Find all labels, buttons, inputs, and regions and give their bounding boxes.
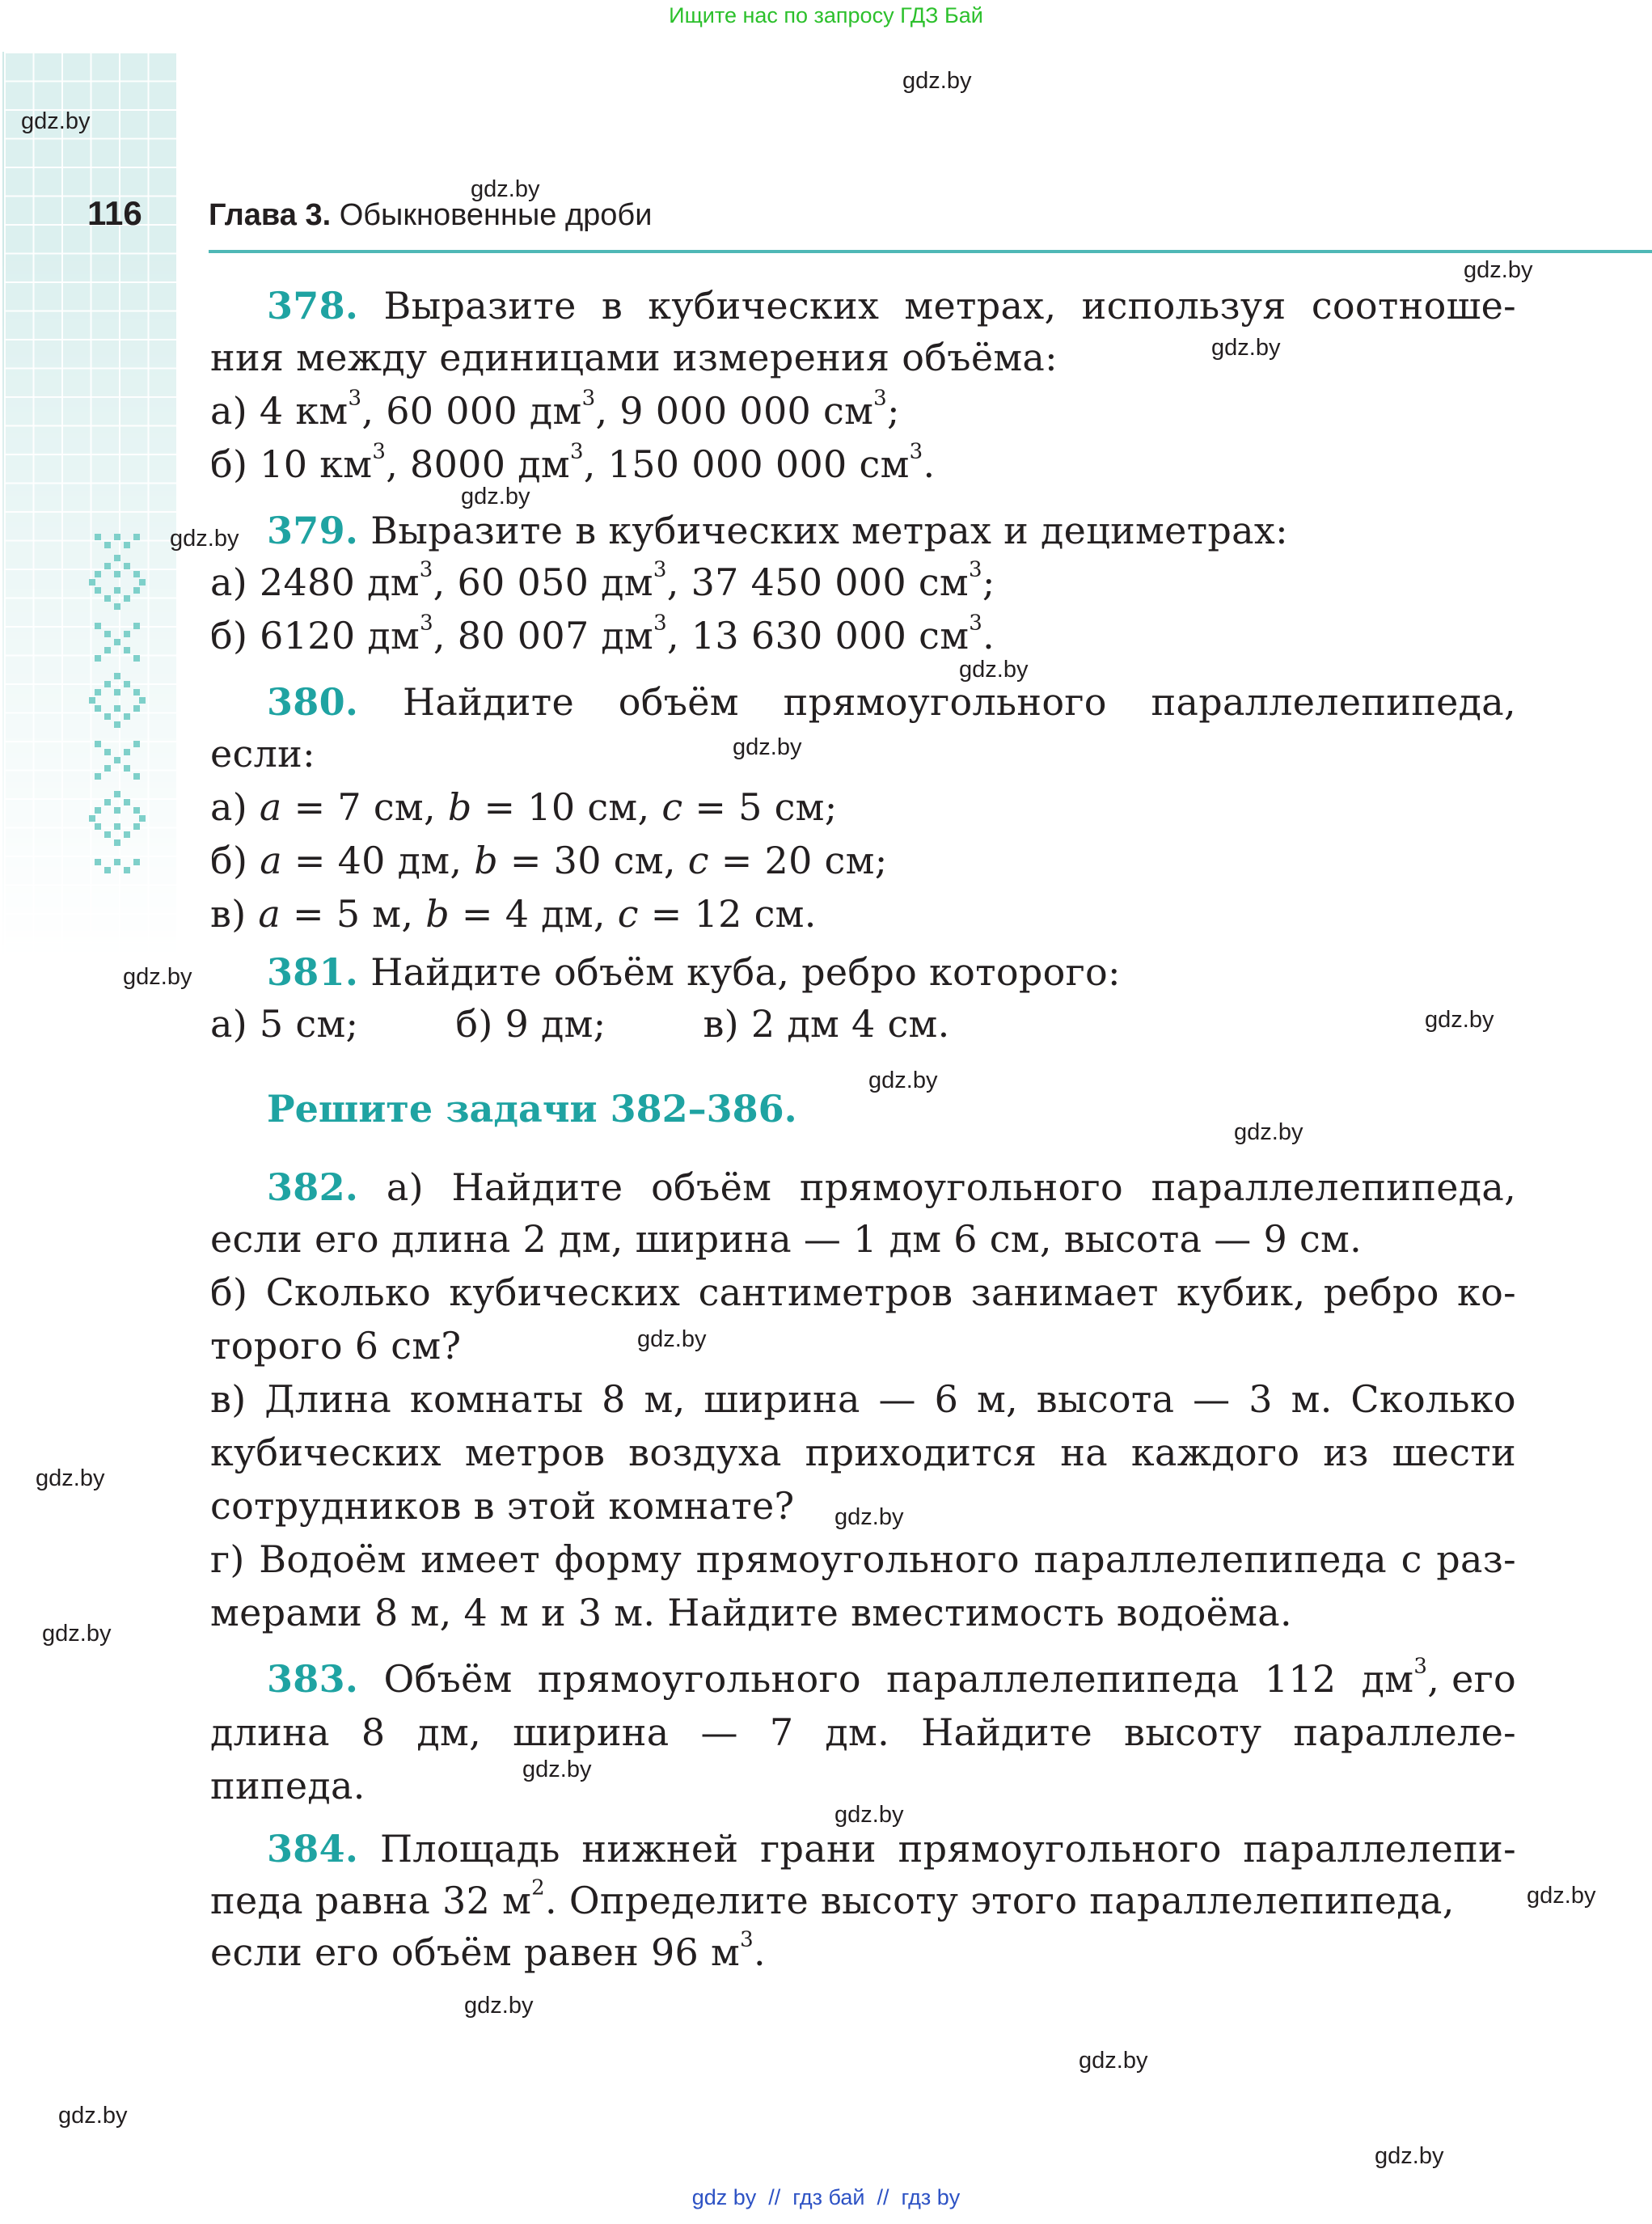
- problem-number: 378.: [267, 284, 359, 328]
- watermark: gdz.by: [1211, 335, 1281, 361]
- problem-378-line-2: ния между единицами измерения объёма:: [210, 336, 1058, 379]
- watermark: gdz.by: [1375, 2143, 1444, 2169]
- watermark: gdz.by: [123, 964, 192, 990]
- problem-384-line-3: если его объём равен 96 $м^3$.: [210, 1927, 766, 1974]
- watermark: gdz.by: [1079, 2048, 1148, 2074]
- watermark: gdz.by: [461, 484, 530, 509]
- problem-number: 379.: [267, 509, 359, 552]
- problem-382-line-3: б) Сколько кубических сантиметров занимает кубик, ребро ко-: [210, 1271, 1516, 1314]
- watermark: gdz.by: [637, 1326, 707, 1352]
- watermark: gdz.by: [959, 657, 1029, 683]
- problem-378-part-a: а) 4 $км^3$, 60 000 $дм^3$, 9 000 000 $см^3$;: [210, 386, 900, 433]
- problem-384-line-1: 384. Площадь нижней грани прямоугольного параллелепи-: [267, 1827, 1516, 1871]
- watermark: gdz.by: [21, 108, 91, 134]
- problem-382-line-1: 382. а) Найдите объём прямоугольного параллелепипеда,: [267, 1165, 1516, 1209]
- problem-382-line-5: в) Длина комнаты 8 м, ширина — 6 м, высота — 3 м. Сколько: [210, 1377, 1516, 1421]
- watermark: gdz.by: [36, 1465, 105, 1491]
- watermark: gdz.by: [834, 1802, 904, 1828]
- problem-number: 381.: [267, 950, 359, 994]
- problem-number: 384.: [267, 1827, 359, 1871]
- page-number: 116: [87, 194, 142, 232]
- watermark: gdz.by: [464, 1993, 534, 2019]
- watermark: gdz.by: [1425, 1007, 1494, 1033]
- problem-383-line-2: длина 8 дм, ширина — 7 дм. Найдите высоту параллеле-: [210, 1710, 1516, 1754]
- watermark: gdz.by: [1464, 257, 1533, 283]
- chapter-title: Глава 3. Обыкновенные дроби: [209, 198, 653, 232]
- problem-379-part-b: б) 6120 $дм^3$, 80 007 $дм^3$, 13 630 000 $см^3$.: [210, 611, 995, 657]
- watermark: gdz.by: [868, 1068, 938, 1093]
- folk-ornament-icon: [89, 534, 146, 906]
- problem-380-part-b: б) a = 40 дм, b = 30 см, c = 20 см;: [210, 839, 888, 882]
- problem-382-line-6: кубических метров воздуха приходится на каждого из шести: [210, 1431, 1516, 1474]
- footer-links: gdz by // гдз бай // гдз by: [691, 2185, 961, 2209]
- watermark: gdz.by: [522, 1757, 592, 1782]
- problem-381-options: а) 5 см; б) 9 дм; в) 2 дм 4 см.: [210, 1002, 950, 1046]
- watermark: gdz.by: [170, 526, 239, 552]
- problem-383-line-1: 383. Объём прямоугольного параллелепипеда 112 $дм^3$, его: [267, 1654, 1516, 1701]
- problem-number: 383.: [267, 1657, 359, 1701]
- problem-379-part-a: а) 2480 $дм^3$, 60 050 $дм^3$, 37 450 000 $см^3$;: [210, 557, 995, 604]
- problem-380-line-1: 380. Найдите объём прямоугольного параллелепипеда,: [267, 680, 1516, 724]
- problem-382-line-2: если его длина 2 дм, ширина — 1 дм 6 см, высота — 9 см.: [210, 1217, 1363, 1261]
- watermark: gdz.by: [58, 2103, 128, 2129]
- problem-380-part-a: а) a = 7 см, b = 10 см, c = 5 см;: [210, 785, 838, 829]
- search-banner: Ищите нас по запросу ГДЗ Бай: [669, 3, 983, 27]
- problem-number: 382.: [267, 1165, 359, 1209]
- watermark: gdz.by: [834, 1504, 904, 1530]
- section-heading: Решите задачи 382–386.: [267, 1087, 797, 1131]
- problem-382-line-7: сотрудников в этой комнате?: [210, 1484, 795, 1528]
- problem-381-line-1: 381. Найдите объём куба, ребро которого:: [267, 950, 1121, 994]
- watermark: gdz.by: [471, 176, 540, 202]
- problem-378-line-1: 378. Выразите в кубических метрах, используя соотноше-: [267, 284, 1516, 328]
- problem-380-line-2: если:: [210, 732, 315, 776]
- header-divider: [209, 250, 1652, 253]
- watermark: gdz.by: [1234, 1119, 1303, 1145]
- problem-382-line-4: торого 6 см?: [210, 1324, 462, 1368]
- problem-382-line-8: г) Водоём имеет форму прямоугольного параллелепипеда с раз-: [210, 1537, 1516, 1581]
- watermark: gdz.by: [1527, 1883, 1596, 1909]
- problem-379-line-1: 379. Выразите в кубических метрах и дециметрах:: [267, 509, 1288, 552]
- problem-382-line-9: мерами 8 м, 4 м и 3 м. Найдите вместимость водоёма.: [210, 1591, 1292, 1634]
- problem-378-part-b: б) 10 $км^3$, 8000 $дм^3$, 150 000 000 $см^3$.: [210, 439, 936, 486]
- problem-383-line-3: пипеда.: [210, 1764, 365, 1808]
- problem-number: 380.: [267, 680, 359, 724]
- problem-384-line-2: педа равна 32 $м^2$. Определите высоту этого параллелепипеда,: [210, 1875, 1455, 1922]
- watermark: gdz.by: [902, 68, 972, 94]
- problem-380-part-c: в) a = 5 м, b = 4 дм, c = 12 см.: [210, 892, 817, 936]
- watermark: gdz.by: [42, 1621, 112, 1647]
- watermark: gdz.by: [733, 734, 802, 760]
